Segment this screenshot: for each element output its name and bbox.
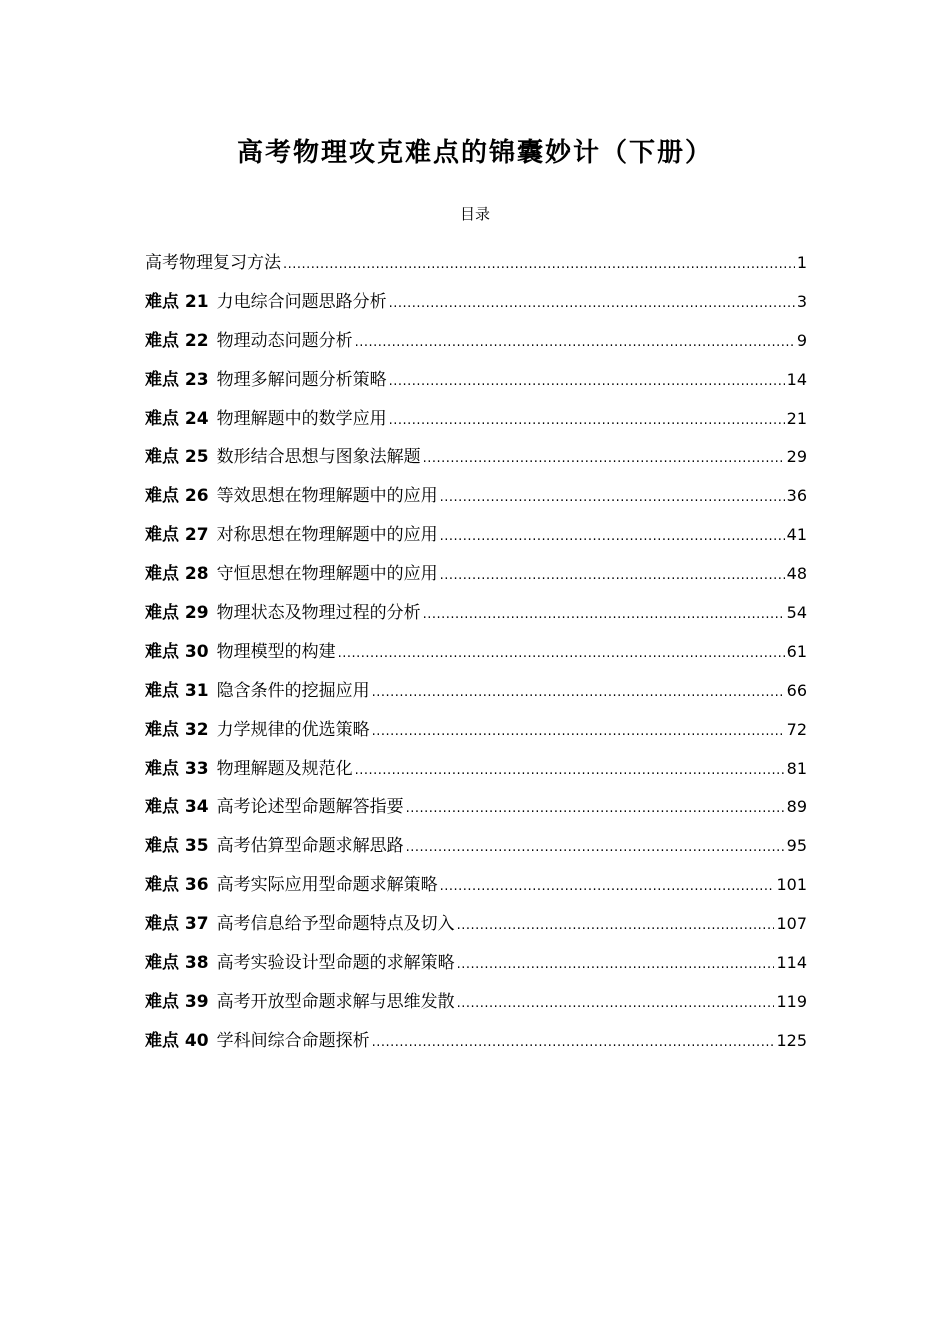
toc-dot-leader: [423, 451, 785, 466]
toc-entry-title: 学科间综合命题探析: [216, 1030, 370, 1051]
toc-page-number: 61: [786, 641, 807, 661]
toc-entry-label: 难点 23: [145, 369, 209, 390]
toc-dot-leader: [372, 724, 785, 739]
toc-dot-leader: [372, 1035, 775, 1050]
toc-entry-title: 物理解题及规范化: [216, 758, 353, 779]
toc-page-number: 66: [786, 680, 807, 700]
toc-page-number: 89: [786, 797, 807, 817]
toc-entry-title: 数形结合思想与图象法解题: [216, 447, 421, 468]
toc-page-number: 41: [786, 525, 807, 545]
toc-entry[interactable]: [145, 598, 807, 637]
toc-dot-leader: [457, 957, 775, 972]
toc-entry-label: 难点 34: [145, 797, 209, 818]
toc-page-number: 125: [776, 1030, 807, 1050]
toc-entry-title: 等效思想在物理解题中的应用: [216, 486, 438, 507]
toc-dot-leader: [440, 568, 785, 583]
table-of-contents: [145, 248, 807, 1065]
toc-entry-label: 难点 30: [145, 641, 209, 662]
toc-page-number: 72: [786, 719, 807, 739]
toc-entry[interactable]: [145, 481, 807, 520]
toc-entry-label: 难点 31: [145, 680, 209, 701]
toc-entry-title: 高考实验设计型命题的求解策略: [216, 953, 455, 974]
toc-entry[interactable]: [145, 754, 807, 793]
toc-page-number: 101: [776, 875, 807, 895]
toc-dot-leader: [440, 490, 785, 505]
toc-page-number: 29: [786, 447, 807, 467]
toc-entry-title: 守恒思想在物理解题中的应用: [216, 564, 438, 585]
toc-page-number: 1: [796, 253, 807, 272]
toc-dot-leader: [457, 918, 775, 933]
toc-entry[interactable]: [145, 870, 807, 909]
toc-entry-title: 高考信息给予型命题特点及切入: [216, 914, 455, 935]
toc-dot-leader: [389, 413, 785, 428]
toc-page-number: 9: [796, 330, 807, 350]
toc-entry-title: 物理解题中的数学应用: [216, 408, 387, 429]
toc-page-number: 3: [796, 291, 807, 311]
toc-entry-title: 高考估算型命题求解思路: [216, 836, 404, 857]
toc-entry-label: 难点 38: [145, 953, 209, 974]
toc-page-number: 36: [786, 486, 807, 506]
toc-dot-leader: [457, 996, 775, 1011]
toc-entry-label: 难点 35: [145, 836, 209, 857]
toc-entry-label: 难点 22: [145, 330, 209, 351]
toc-page-number: 114: [776, 953, 807, 973]
toc-entry-title: 高考物理复习方法: [145, 253, 281, 273]
toc-entry-label: 难点 37: [145, 914, 209, 935]
toc-entry[interactable]: [145, 987, 807, 1026]
toc-entry-title: 对称思想在物理解题中的应用: [216, 525, 438, 546]
toc-dot-leader: [406, 801, 785, 816]
toc-dot-leader: [355, 335, 795, 350]
toc-entry[interactable]: [145, 365, 807, 404]
toc-entry-title: 高考开放型命题求解与思维发散: [216, 991, 455, 1012]
toc-entry-label: 难点 32: [145, 719, 209, 740]
toc-page-number: 81: [786, 758, 807, 778]
toc-entry-title: 物理模型的构建: [216, 641, 336, 662]
toc-entry[interactable]: [145, 520, 807, 559]
toc-dot-leader: [338, 646, 785, 661]
toc-entry[interactable]: [145, 676, 807, 715]
toc-entry[interactable]: [145, 909, 807, 948]
toc-entry[interactable]: [145, 404, 807, 443]
document-title: 高考物理攻克难点的锦囊妙计（下册）: [236, 138, 713, 168]
toc-heading: 目录: [459, 205, 490, 223]
toc-entry-label: 难点 21: [145, 291, 209, 312]
toc-entry[interactable]: [145, 637, 807, 676]
toc-entry-title: 隐含条件的挖掘应用: [216, 680, 370, 701]
toc-entry-title: 物理状态及物理过程的分析: [216, 603, 421, 624]
toc-entry[interactable]: [145, 715, 807, 754]
toc-dot-leader: [372, 685, 785, 700]
toc-entry-label: 难点 26: [145, 486, 209, 507]
toc-entry-title: 物理动态问题分析: [216, 330, 353, 351]
toc-entry-label: 难点 40: [145, 1030, 209, 1051]
toc-entry-label: 难点 28: [145, 564, 209, 585]
toc-page-number: 48: [786, 564, 807, 584]
toc-entry-label: 难点 24: [145, 408, 209, 429]
toc-dot-leader: [389, 374, 785, 389]
toc-entry-label: 难点 33: [145, 758, 209, 779]
toc-dot-leader: [440, 529, 785, 544]
toc-entry[interactable]: [145, 1026, 807, 1065]
toc-entry-label: 难点 39: [145, 991, 209, 1012]
toc-dot-leader: [440, 879, 775, 894]
toc-page-number: 21: [786, 408, 807, 428]
toc-entry-label: 难点 36: [145, 875, 209, 896]
toc-entry[interactable]: [145, 442, 807, 481]
toc-page-number: 14: [786, 369, 807, 389]
toc-dot-leader: [406, 840, 785, 855]
toc-entry-title: 物理多解问题分析策略: [216, 369, 387, 390]
toc-entry[interactable]: [145, 559, 807, 598]
toc-entry-title: 力学规律的优选策略: [216, 719, 370, 740]
toc-entry-title: 力电综合问题思路分析: [216, 291, 387, 312]
toc-entry-label: 难点 27: [145, 525, 209, 546]
toc-entry[interactable]: [145, 792, 807, 831]
toc-dot-leader: [355, 763, 785, 778]
toc-page-number: 119: [776, 991, 807, 1011]
toc-page-number: 95: [786, 836, 807, 856]
toc-dot-leader: [283, 257, 795, 272]
toc-entry-label: 难点 29: [145, 603, 209, 624]
toc-entry[interactable]: [145, 326, 807, 365]
toc-dot-leader: [389, 296, 795, 311]
toc-entry[interactable]: [145, 287, 807, 326]
toc-entry[interactable]: [145, 248, 807, 287]
toc-dot-leader: [423, 607, 785, 622]
toc-entry[interactable]: [145, 948, 807, 987]
toc-entry-title: 高考实际应用型命题求解策略: [216, 875, 438, 896]
toc-entry[interactable]: [145, 831, 807, 870]
toc-page-number: 107: [776, 914, 807, 934]
toc-entry-label: 难点 25: [145, 447, 209, 468]
toc-page-number: 54: [786, 603, 807, 623]
toc-entry-title: 高考论述型命题解答指要: [216, 797, 404, 818]
